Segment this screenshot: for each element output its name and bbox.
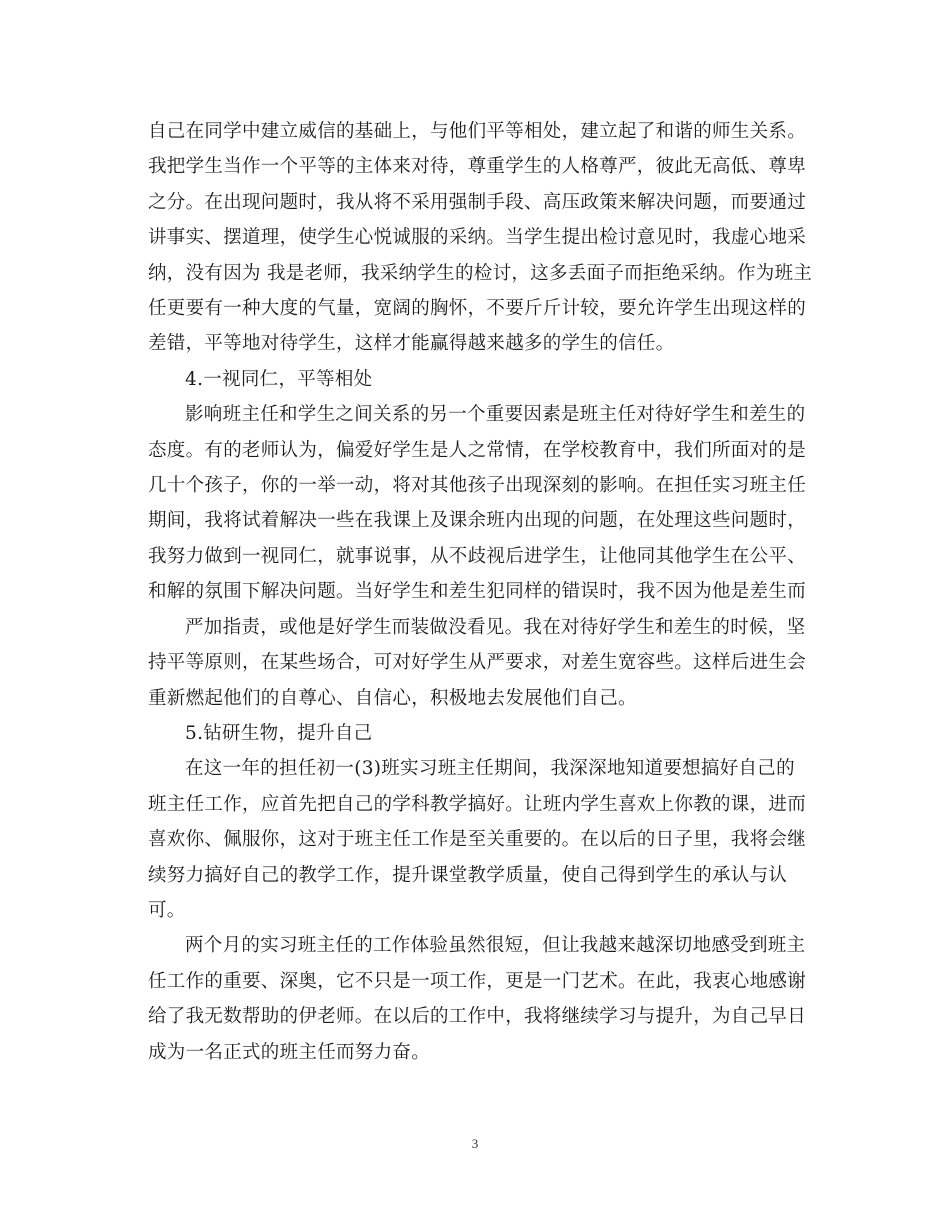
text-line: 任工作的重要、深奥，它不只是一项工作，更是一门艺术。在此，我衷心地感谢: [148, 970, 807, 992]
text-line: 两个月的实习班主任的工作体验虽然很短，但让我越来越深切地感受到班主: [185, 935, 806, 957]
text-line: 给了我无数帮助的伊老师。在以后的工作中，我将继续学习与提升，为自己早日: [148, 1006, 807, 1028]
text-line: 态度。有的老师认为，偏爱好学生是人之常情，在学校教育中，我们所面对的是: [148, 439, 807, 461]
text-line: 在这一年的担任初一(3)班实习班主任期间，我深深地知道要想搞好自己的: [185, 758, 795, 780]
text-line: 任更要有一种大度的气量，宽阔的胸怀，不要斤斤计较，要允许学生出现这样的: [148, 298, 807, 320]
page-number: 3: [471, 1136, 479, 1151]
text-line: 纳，没有因为 我是老师，我采纳学生的检讨，这多丢面子而拒绝采纳。作为班主: [148, 262, 813, 284]
text-line: 自己在同学中建立威信的基础上，与他们平等相处，建立起了和谐的师生关系。: [148, 121, 807, 142]
section-heading: 5.钻研生物，提升自己: [185, 722, 373, 744]
text-line: 和解的氛围下解决问题。当好学生和差生犯同样的错误时，我不因为他是差生而: [148, 581, 807, 603]
text-line: 差错，平等地对待学生，这样才能赢得越来越多的学生的信任。: [148, 333, 675, 355]
text-line: 严加指责，或他是好学生而装做没看见。我在对待好学生和差生的时候，坚: [185, 616, 806, 638]
text-line: 续努力搞好自己的教学工作，提升课堂教学质量，使自己得到学生的承认与认: [148, 864, 788, 886]
text-line: 之分。在出现问题时，我从将不采用强制手段、高压政策来解决问题，而要通过: [148, 191, 807, 213]
text-line: 重新燃起他们的自尊心、自信心，积极地去发展他们自己。: [148, 687, 637, 709]
text-line: 我努力做到一视同仁，就事说事，从不歧视后进学生，让他同其他学生在公平、: [148, 545, 807, 567]
text-line: 班主任工作，应首先把自己的学科教学搞好。让班内学生喜欢上你教的课，进而: [148, 793, 807, 815]
text-line: 持平等原则，在某些场合，可对好学生从严要求，对差生宽容些。这样后进生会: [148, 652, 807, 674]
text-line: 几十个孩子，你的一举一动，将对其他孩子出现深刻的影响。在担任实习班主任: [148, 475, 807, 497]
document-body: [148, 114, 813, 1070]
text-line: 期间，我将试着解决一些在我课上及课余班内出现的问题，在处理这些问题时，: [148, 510, 807, 532]
text-line: 可。: [148, 899, 186, 921]
section-heading: 4.一视同仁，平等相处: [185, 368, 373, 390]
text-line: 喜欢你、佩服你，这对于班主任工作是至关重要的。在以后的日子里，我将会继: [148, 829, 807, 851]
text-line: 讲事实、摆道理，使学生心悦诚服的采纳。当学生提出检讨意见时，我虚心地采: [148, 227, 807, 249]
text-line: 影响班主任和学生之间关系的另一个重要因素是班主任对待好学生和差生的: [185, 404, 806, 426]
text-line: 成为一名正式的班主任而努力奋。: [148, 1041, 431, 1063]
text-line: 我把学生当作一个平等的主体来对待，尊重学生的人格尊严，彼此无高低、尊卑: [148, 156, 807, 178]
